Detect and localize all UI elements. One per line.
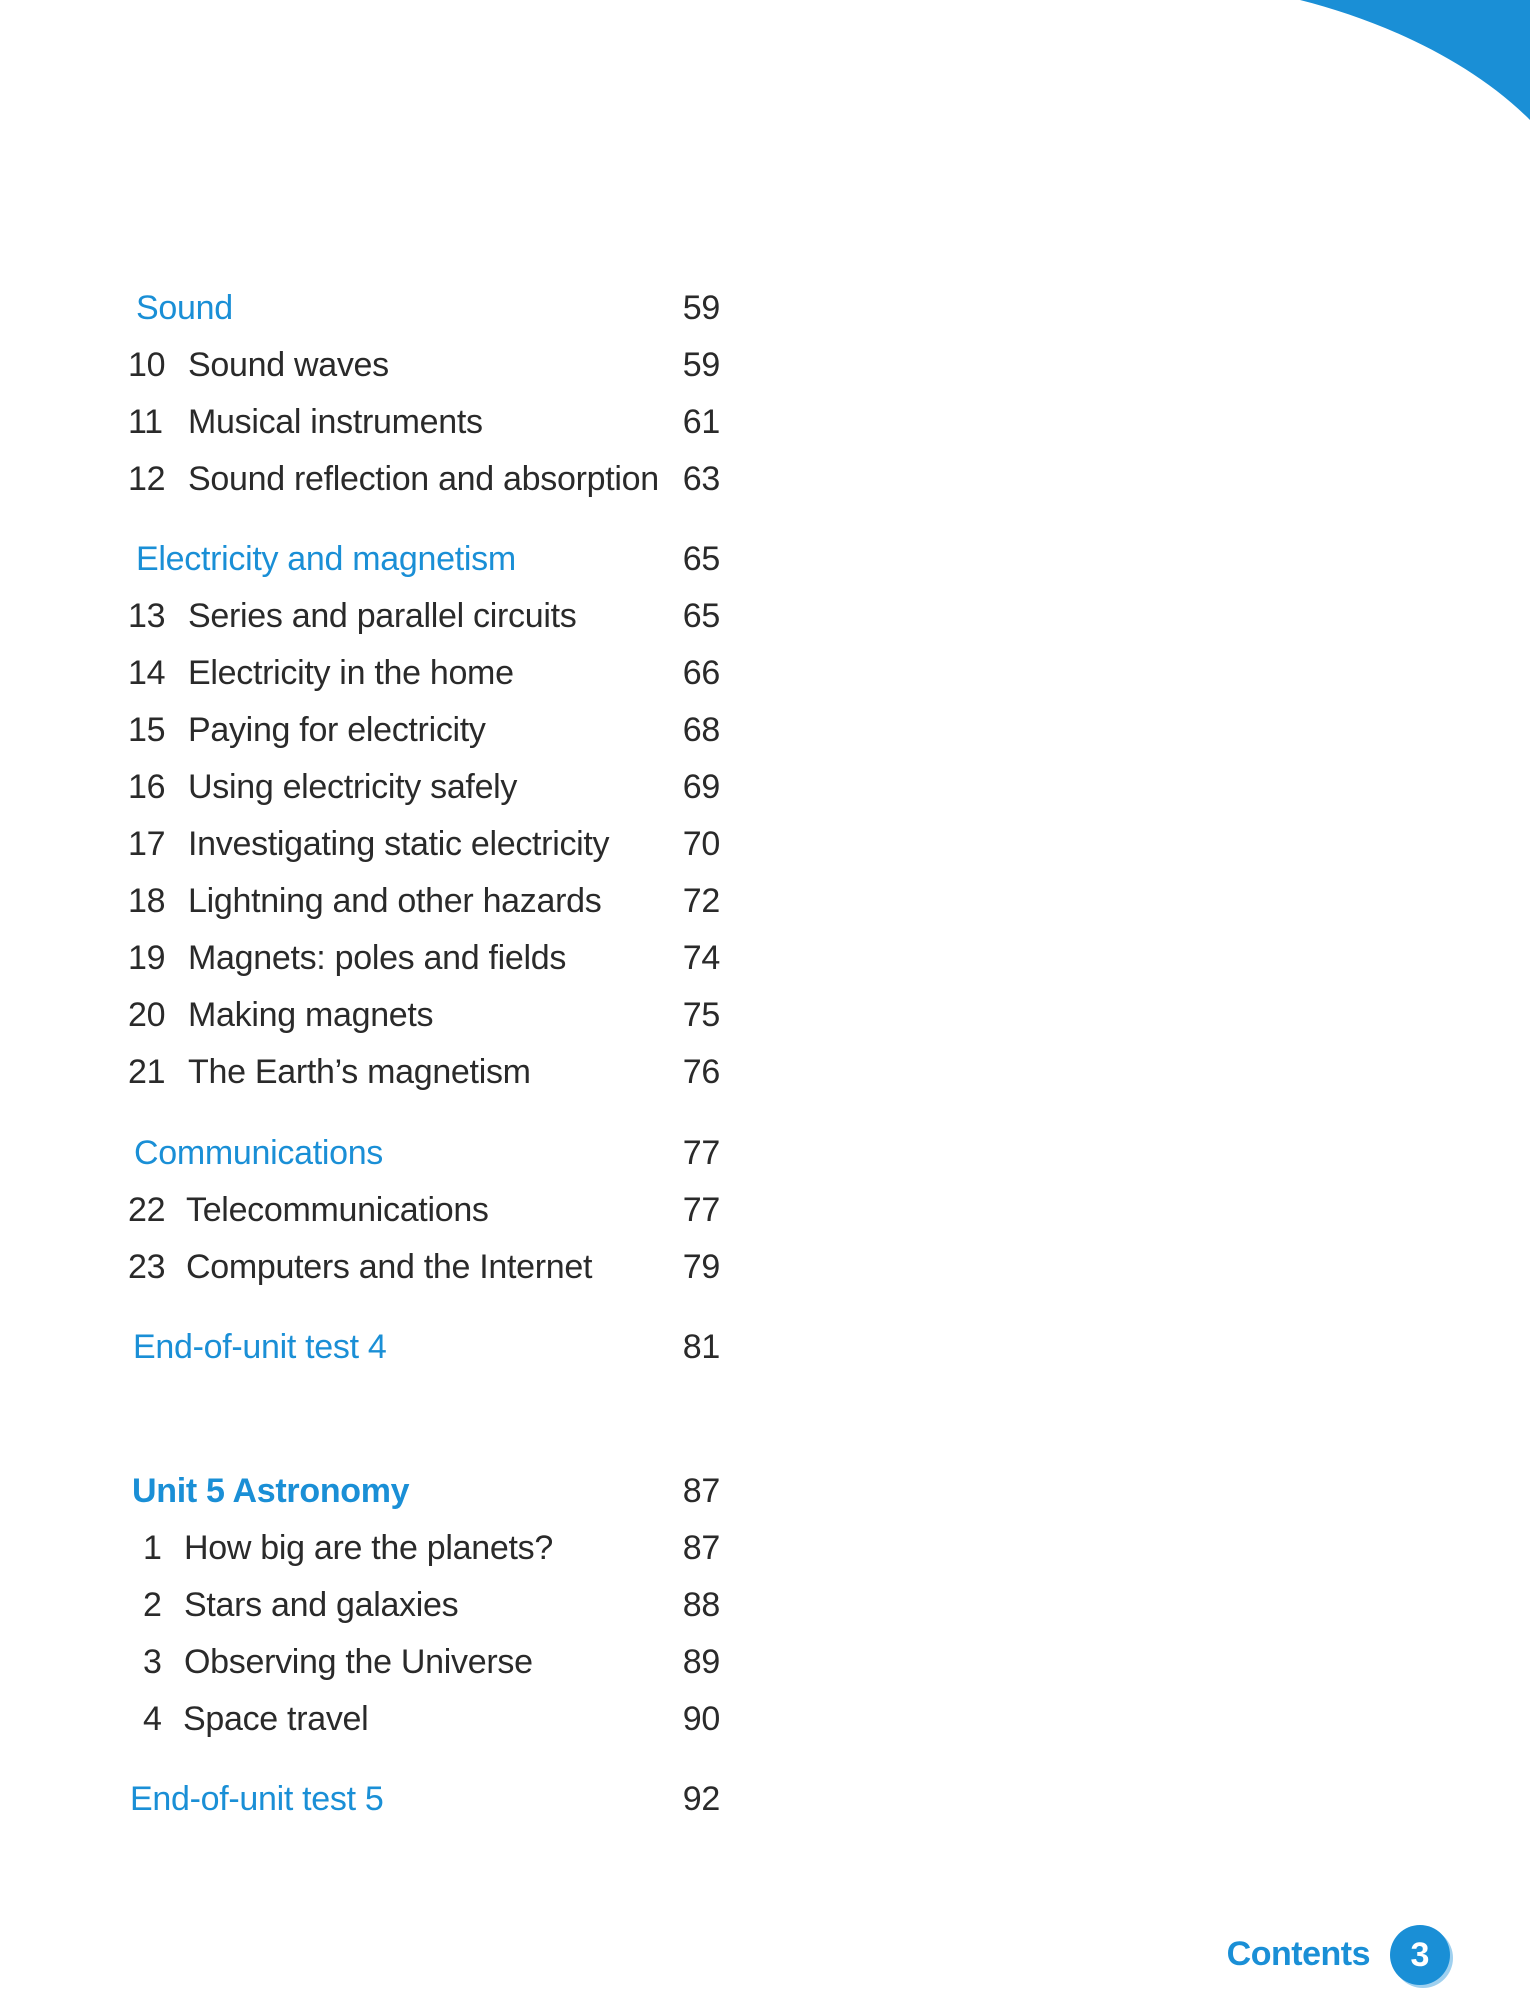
toc-entry[interactable] bbox=[0, 936, 760, 980]
entry-title: Electricity in the home bbox=[188, 654, 514, 692]
entry-number: 13 bbox=[128, 597, 166, 635]
page-number: 69 bbox=[682, 768, 720, 806]
page-number: 76 bbox=[682, 1053, 720, 1091]
entry-title: Paying for electricity bbox=[188, 711, 486, 749]
toc-entry[interactable] bbox=[0, 1640, 760, 1684]
entry-number: 14 bbox=[128, 654, 166, 692]
entry-number: 12 bbox=[128, 460, 166, 498]
page-number: 65 bbox=[682, 540, 720, 578]
entry-title: Stars and galaxies bbox=[184, 1586, 459, 1624]
entry-title: Magnets: poles and fields bbox=[188, 939, 567, 977]
section-heading-sound[interactable] bbox=[0, 286, 760, 330]
page-number: 61 bbox=[682, 403, 720, 441]
page-number: 72 bbox=[682, 882, 720, 920]
entry-number: 22 bbox=[128, 1191, 166, 1229]
footer-contents-label: Contents bbox=[1226, 1935, 1370, 1973]
page-number: 87 bbox=[682, 1529, 720, 1567]
toc-entry[interactable] bbox=[0, 993, 760, 1037]
entry-title: Musical instruments bbox=[188, 403, 483, 441]
toc-entry[interactable] bbox=[0, 1050, 760, 1094]
section-title: Sound bbox=[136, 289, 233, 327]
toc-entry[interactable] bbox=[0, 1526, 760, 1570]
entry-title: The Earth’s magnetism bbox=[188, 1053, 531, 1091]
section-heading-communications[interactable] bbox=[0, 1131, 760, 1175]
page-number: 75 bbox=[682, 996, 720, 1034]
page-number: 59 bbox=[682, 346, 720, 384]
toc-entry[interactable] bbox=[0, 822, 760, 866]
entry-number: 17 bbox=[128, 825, 166, 863]
toc-entry[interactable] bbox=[0, 651, 760, 695]
page-number: 59 bbox=[682, 289, 720, 327]
entry-title: Telecommunications bbox=[186, 1191, 489, 1229]
page-number: 65 bbox=[682, 597, 720, 635]
entry-title: Sound waves bbox=[188, 346, 389, 384]
toc-entry[interactable] bbox=[0, 765, 760, 809]
toc-entry[interactable] bbox=[0, 1245, 760, 1289]
page-number: 81 bbox=[682, 1328, 720, 1366]
page-number: 68 bbox=[682, 711, 720, 749]
page-number: 77 bbox=[682, 1191, 720, 1229]
entry-number: 18 bbox=[128, 882, 166, 920]
entry-title: Using electricity safely bbox=[188, 768, 518, 806]
toc-entry[interactable] bbox=[0, 1697, 760, 1741]
section-title: Communications bbox=[134, 1134, 384, 1172]
page-number-badge: 3 bbox=[1390, 1925, 1450, 1985]
page-number: 92 bbox=[682, 1780, 720, 1818]
entry-title: Computers and the Internet bbox=[186, 1248, 593, 1286]
entry-title: Making magnets bbox=[188, 996, 434, 1034]
toc-entry[interactable] bbox=[0, 708, 760, 752]
unit-heading-astronomy[interactable] bbox=[0, 1469, 760, 1513]
page-number: 87 bbox=[682, 1472, 720, 1510]
entry-number: 21 bbox=[128, 1053, 166, 1091]
entry-number: 2 bbox=[143, 1586, 162, 1624]
entry-number: 1 bbox=[143, 1529, 162, 1567]
page-number: 90 bbox=[682, 1700, 720, 1738]
section-title: End-of-unit test 5 bbox=[130, 1780, 384, 1818]
end-of-unit-test-4[interactable] bbox=[0, 1325, 760, 1369]
entry-number: 15 bbox=[128, 711, 166, 749]
section-title: Electricity and magnetism bbox=[136, 540, 516, 578]
entry-number: 19 bbox=[128, 939, 166, 977]
page-number: 70 bbox=[682, 825, 720, 863]
page-number: 66 bbox=[682, 654, 720, 692]
page-number: 79 bbox=[682, 1248, 720, 1286]
page-number: 63 bbox=[682, 460, 720, 498]
toc-entry[interactable] bbox=[0, 343, 760, 387]
entry-number: 3 bbox=[143, 1643, 162, 1681]
entry-title: How big are the planets? bbox=[184, 1529, 553, 1567]
toc-entry[interactable] bbox=[0, 1583, 760, 1627]
section-title: End-of-unit test 4 bbox=[133, 1328, 387, 1366]
entry-number: 4 bbox=[143, 1700, 162, 1738]
page-number: 89 bbox=[682, 1643, 720, 1681]
entry-title: Series and parallel circuits bbox=[188, 597, 577, 635]
page-number: 88 bbox=[682, 1586, 720, 1624]
entry-title: Observing the Universe bbox=[184, 1643, 533, 1681]
entry-title: Investigating static electricity bbox=[188, 825, 610, 863]
toc-entry[interactable] bbox=[0, 1188, 760, 1232]
toc-entry[interactable] bbox=[0, 594, 760, 638]
page-number: 74 bbox=[682, 939, 720, 977]
section-heading-electricity[interactable] bbox=[0, 537, 760, 581]
page-number: 77 bbox=[682, 1134, 720, 1172]
entry-title: Space travel bbox=[183, 1700, 369, 1738]
entry-number: 20 bbox=[128, 996, 166, 1034]
entry-number: 23 bbox=[128, 1248, 166, 1286]
entry-title: Lightning and other hazards bbox=[188, 882, 602, 920]
end-of-unit-test-5[interactable] bbox=[0, 1777, 760, 1821]
entry-number: 16 bbox=[128, 768, 166, 806]
toc-entry[interactable] bbox=[0, 400, 760, 444]
unit-title: Unit 5 Astronomy bbox=[132, 1472, 410, 1510]
entry-title: Sound reflection and absorption bbox=[188, 460, 659, 498]
entry-number: 11 bbox=[128, 403, 163, 441]
toc-entry[interactable] bbox=[0, 879, 760, 923]
entry-number: 10 bbox=[128, 346, 166, 384]
toc-entry[interactable] bbox=[0, 457, 760, 501]
